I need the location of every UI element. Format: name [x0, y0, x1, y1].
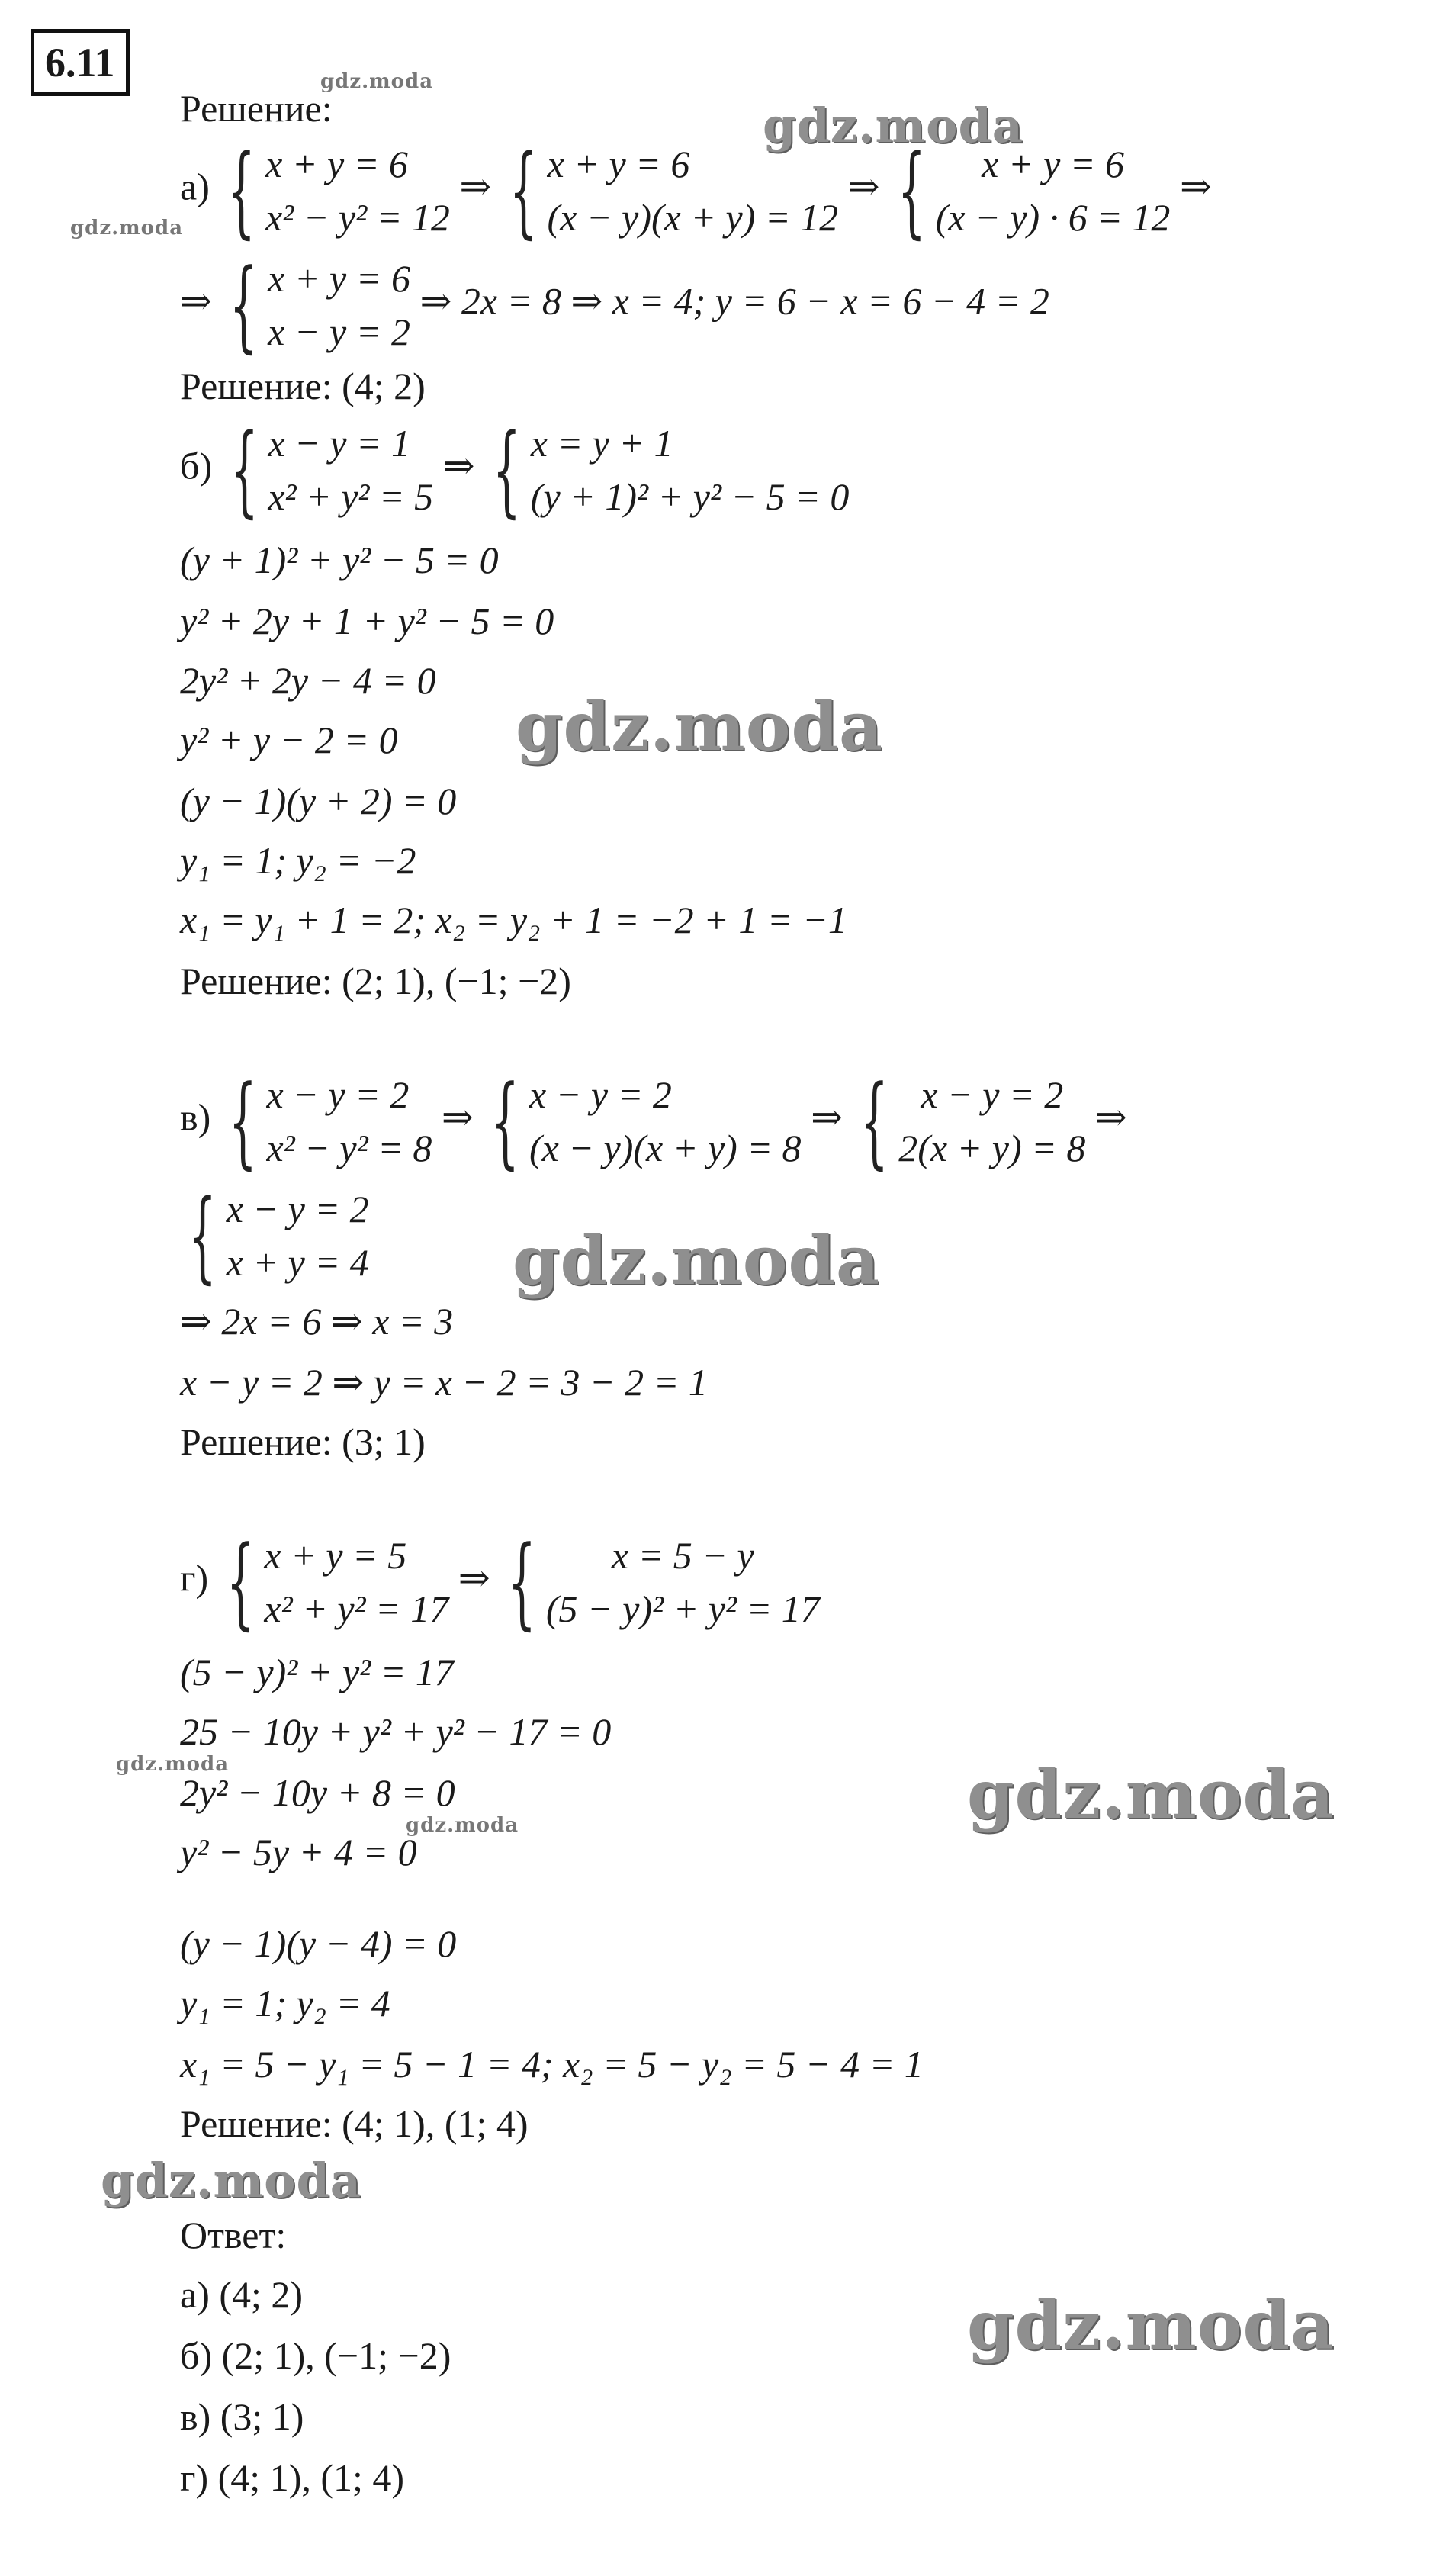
part-a-answer: Решение: (4; 2)	[180, 365, 426, 407]
brace-icon: {	[897, 133, 927, 249]
equation: y₁ = 1; y₂ = 4	[180, 1982, 390, 2024]
equation: y² + y − 2 = 0	[180, 719, 398, 761]
equation-system: { x − y = 2 x² − y² = 8	[228, 1063, 432, 1179]
part-label: а)	[180, 165, 210, 208]
watermark-large: gdz.moda	[516, 687, 884, 766]
equation-system: { x + y = 6 (x − y)(x + y) = 12	[509, 133, 839, 249]
brace-icon: {	[188, 1178, 217, 1294]
implies-arrow: ⇒	[458, 1556, 490, 1600]
implies-arrow: ⇒	[847, 165, 880, 208]
part-b-answer: Решение: (2; 1), (−1; −2)	[180, 960, 571, 1002]
equation: x − y = 2 ⇒ y = x − 2 = 3 − 2 = 1	[180, 1361, 708, 1404]
implies-arrow: ⇒	[459, 165, 492, 208]
final-answer-title: Ответ:	[180, 2214, 287, 2256]
equation: ⇒ 2x = 8 ⇒ x = 4; y = 6 − x = 6 − 4 = 2	[419, 279, 1049, 323]
watermark-large: gdz.moda	[513, 1220, 881, 1300]
watermark-top: gdz.moda	[763, 98, 1023, 153]
equation: (y + 1)² + y² − 5 = 0	[180, 539, 499, 581]
equation-system: { x + y = 5 x² + y² = 17	[226, 1524, 449, 1640]
implies-arrow: ⇒	[442, 444, 475, 487]
part-label: б)	[180, 444, 213, 487]
part-label: г)	[180, 1556, 209, 1600]
brace-icon: {	[230, 412, 259, 528]
equation: 2y² − 10y + 8 = 0	[180, 1771, 455, 1814]
equation-system: { x − y = 2 (x − y)(x + y) = 8	[490, 1063, 802, 1179]
equation: 2y² + 2y − 4 = 0	[180, 659, 436, 702]
brace-icon: {	[227, 133, 256, 249]
final-answer-item: а) (4; 2)	[180, 2273, 304, 2316]
equation: x₁ = y₁ + 1 = 2; x₂ = y₂ + 1 = −2 + 1 = −1	[180, 899, 847, 941]
implies-arrow: ⇒	[1094, 1095, 1127, 1139]
brace-icon: {	[507, 1524, 537, 1640]
watermark-small: gdz.moda	[320, 70, 434, 93]
final-answer-item: г) (4; 1), (1; 4)	[180, 2456, 405, 2499]
implies-arrow: ⇒	[1179, 165, 1212, 208]
intro-label: Решение:	[180, 87, 333, 130]
problem-number: 6.11	[31, 29, 130, 96]
equation: y² + 2y + 1 + y² − 5 = 0	[180, 600, 554, 642]
equation-system: { x − y = 2 x + y = 4	[188, 1178, 369, 1294]
equation: x₁ = 5 − y₁ = 5 − 1 = 4; x₂ = 5 − y₂ = 5 − 4 = 1	[180, 2043, 924, 2086]
equation: 25 − 10y + y² + y² − 17 = 0	[180, 1710, 612, 1753]
part-g-line-1	[180, 1524, 820, 1640]
watermark-large: gdz.moda	[967, 2285, 1335, 2365]
equation: ⇒ 2x = 6 ⇒ x = 3	[180, 1300, 454, 1343]
equation: (y − 1)(y − 4) = 0	[180, 1922, 457, 1965]
implies-arrow: ⇒	[180, 279, 212, 323]
equation-system: { x + y = 6 x² − y² = 12	[227, 133, 450, 249]
equation-system: { x − y = 2 2(x + y) = 8	[860, 1063, 1086, 1179]
equation-system: { x + y = 6 (x − y) · 6 = 12	[897, 133, 1171, 249]
equation: (5 − y)² + y² = 17	[180, 1651, 454, 1693]
equation-system: { x − y = 1 x² + y² = 5	[230, 412, 434, 528]
equation-system: { x = y + 1 (y + 1)² + y² − 5 = 0	[492, 412, 850, 528]
brace-icon: {	[226, 1524, 255, 1640]
equation: y² − 5y + 4 = 0	[180, 1831, 417, 1873]
part-a-line-2	[180, 247, 1049, 363]
watermark-small: gdz.moda	[406, 1814, 519, 1837]
part-v-line-2	[180, 1178, 369, 1294]
part-a-line-1	[180, 133, 1212, 249]
equation-system: { x = 5 − y (5 − y)² + y² = 17	[507, 1524, 820, 1640]
part-b-line-1	[180, 412, 850, 528]
part-label: в)	[180, 1095, 211, 1139]
watermark-medium: gdz.moda	[101, 2153, 362, 2208]
part-g-answer: Решение: (4; 1), (1; 4)	[180, 2102, 529, 2145]
brace-icon: {	[490, 1063, 520, 1179]
equation-system: { x + y = 6 x − y = 2	[230, 247, 410, 363]
equation: (y − 1)(y + 2) = 0	[180, 780, 457, 822]
implies-arrow: ⇒	[811, 1095, 843, 1139]
final-answer-item: б) (2; 1), (−1; −2)	[180, 2334, 451, 2377]
final-answer-item: в) (3; 1)	[180, 2395, 304, 2438]
equation: y₁ = 1; y₂ = −2	[180, 839, 416, 882]
watermark-large: gdz.moda	[967, 1754, 1335, 1834]
brace-icon: {	[860, 1063, 889, 1179]
brace-icon: {	[230, 247, 259, 363]
watermark-small: gdz.moda	[70, 217, 184, 240]
brace-icon: {	[492, 412, 522, 528]
implies-arrow: ⇒	[441, 1095, 474, 1139]
part-v-answer: Решение: (3; 1)	[180, 1420, 426, 1463]
brace-icon: {	[228, 1063, 257, 1179]
watermark-small: gdz.moda	[116, 1753, 230, 1776]
part-v-line-1	[180, 1063, 1127, 1179]
brace-icon: {	[509, 133, 538, 249]
